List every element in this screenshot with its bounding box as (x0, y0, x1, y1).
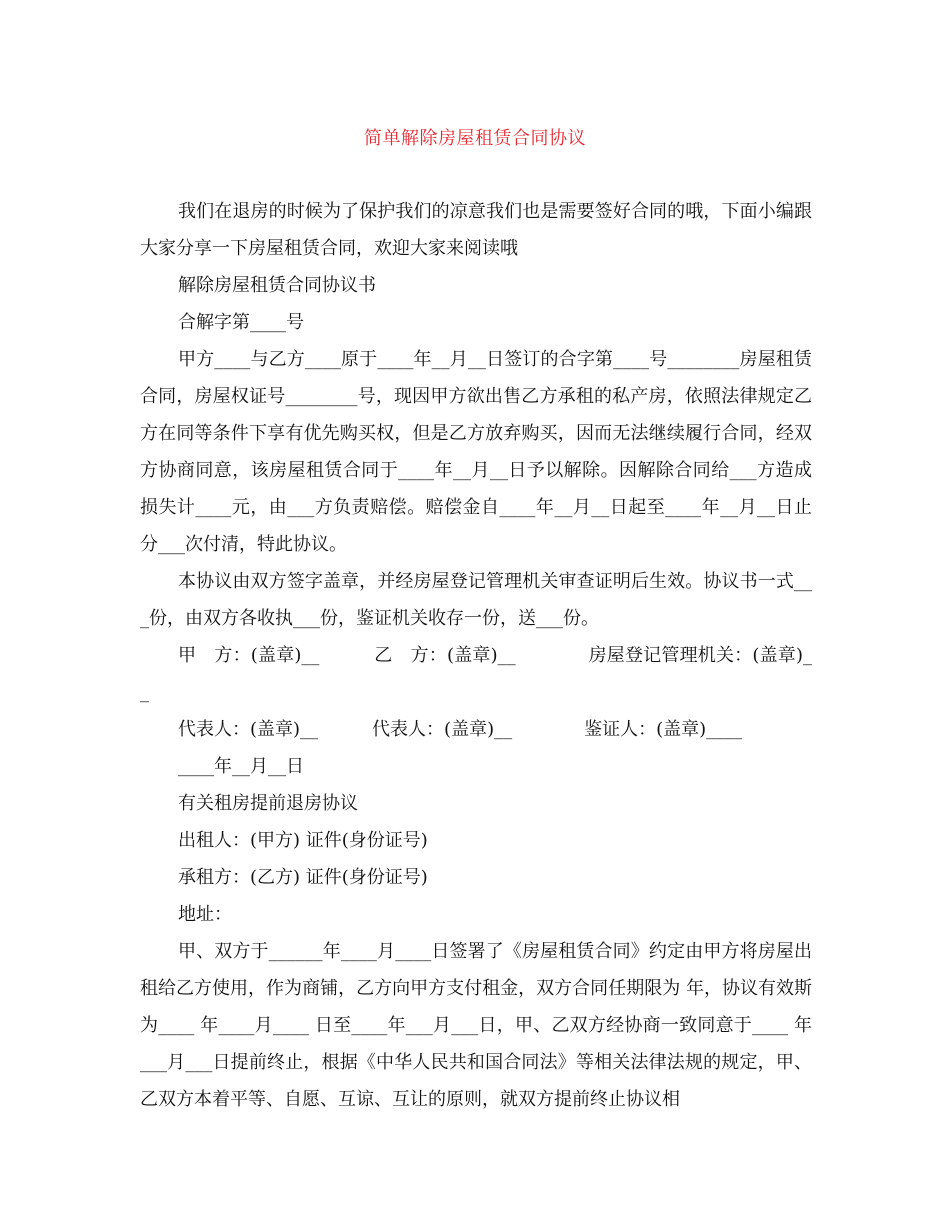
signature-parties: 甲 方：(盖章)__ 乙 方：(盖章)__ 房屋登记管理机关：(盖章)__ (140, 645, 812, 703)
document-title: 简单解除房屋租赁合同协议 (364, 128, 586, 149)
agreement-heading: 解除房屋租赁合同协议书 (178, 275, 376, 296)
termination-clause: 甲方____与乙方____原于____年__月__日签订的合字第____号________房屋租赁合同，房屋权证号________号，现因甲方欲出售乙方承租的私产房，依照法律规定乙方在同等条件下享有优先购买权，但是乙方放弃购买，因而无法继续履行合同，经双方协商同意，该房屋租赁合同于____年__月__日予以解除。因解除合同给___方造成损失计____元，由___方负责赔偿。赔偿金自____年__月__日起至____年__月__日止分___次付清，特此协议。 (140, 349, 812, 555)
second-agreement-heading: 有关租房提前退房协议 (178, 793, 358, 814)
address-line: 地址： (178, 904, 232, 925)
agreement-number: 合解字第____号 (178, 312, 304, 333)
signature-date: ____年__月__日 (178, 756, 304, 777)
lessee-line: 承租方：(乙方) 证件(身份证号) (178, 867, 428, 888)
intro-paragraph: 我们在退房的时候为了保护我们的凉意我们也是需要签好合同的哦，下面小编跟大家分享一下房屋租赁合同，欢迎大家来阅读哦 (140, 201, 812, 259)
document-body (140, 193, 812, 1118)
early-termination-clause: 甲、双方于______年____月____日签署了《房屋租赁合同》约定由甲方将房屋出租给乙方使用，作为商铺，乙方向甲方支付租金，双方合同任期限为 年，协议有效斯为____ 年____月____ 日至____年___月___日，甲、乙双方经协商一致同意于____ 年___月___日提前终止，根据《中华人民共和国合同法》等相关法律法规的规定，甲、乙双方本着平等、自愿、互谅、互让的原则，就双方提前终止协议相 (140, 941, 812, 1110)
lessor-line: 出租人：(甲方) 证件(身份证号) (178, 830, 428, 851)
effectiveness-clause: 本协议由双方签字盖章，并经房屋登记管理机关审查证明后生效。协议书一式___份，由双方各收执___份，鉴证机关收存一份，送___份。 (140, 571, 812, 629)
signature-representatives: 代表人：(盖章)__ 代表人：(盖章)__ 鉴证人：(盖章)____ (178, 719, 743, 740)
